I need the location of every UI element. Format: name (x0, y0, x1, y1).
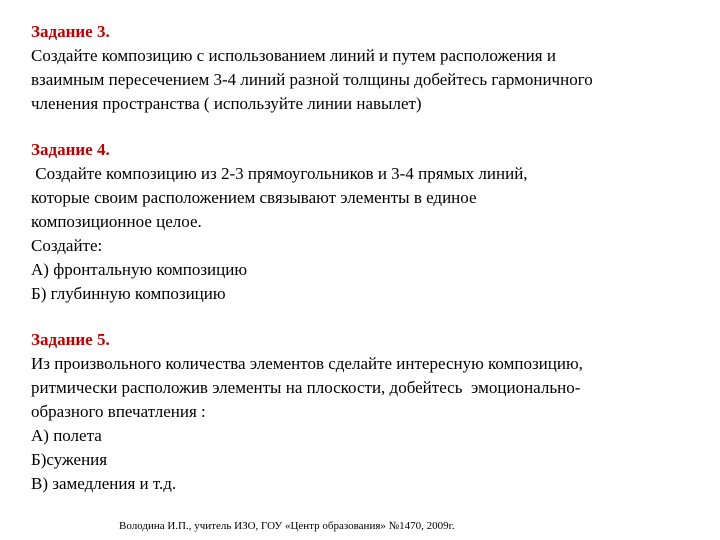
task-3-line-1: Создайте композицию с использованием линий и путем расположения и (31, 46, 556, 65)
task-4-line-1: Создайте композицию из 2-3 прямоугольников и 3-4 прямых линий, (31, 164, 528, 183)
task-4-line-5: А) фронтальную композицию (31, 260, 248, 279)
slide-content (31, 20, 706, 518)
task-3-line-3: членения пространства ( используйте линии навылет) (31, 94, 422, 113)
task-4-heading: Задание 4. (31, 140, 110, 159)
task-4-line-6: Б) глубинную композицию (31, 284, 226, 303)
task-4-line-4: Создайте: (31, 236, 103, 255)
task-3 (31, 20, 706, 116)
task-5-line-1: Из произвольного количества элементов сделайте интересную композицию, (31, 354, 583, 373)
task-4-line-2: которые своим расположением связывают элементы в единое (31, 188, 477, 207)
task-3-line-2: взаимным пересечением 3-4 линий разной толщины добейтесь гармоничного (31, 70, 593, 89)
task-5 (31, 328, 706, 496)
author-credit: Володина И.П., учитель ИЗО, ГОУ «Центр образования» №1470, 2009г. (119, 520, 455, 532)
task-5-line-4: А) полета (31, 426, 102, 445)
task-5-line-3: образного впечатления : (31, 402, 206, 421)
task-5-line-2: ритмически расположив элементы на плоскости, добейтесь эмоционально- (31, 378, 581, 397)
task-5-line-6: В) замедления и т.д. (31, 474, 177, 493)
task-4 (31, 138, 706, 306)
task-5-line-5: Б)сужения (31, 450, 108, 469)
task-5-heading: Задание 5. (31, 330, 110, 349)
task-3-heading: Задание 3. (31, 22, 110, 41)
task-4-line-3: композиционное целое. (31, 212, 202, 231)
